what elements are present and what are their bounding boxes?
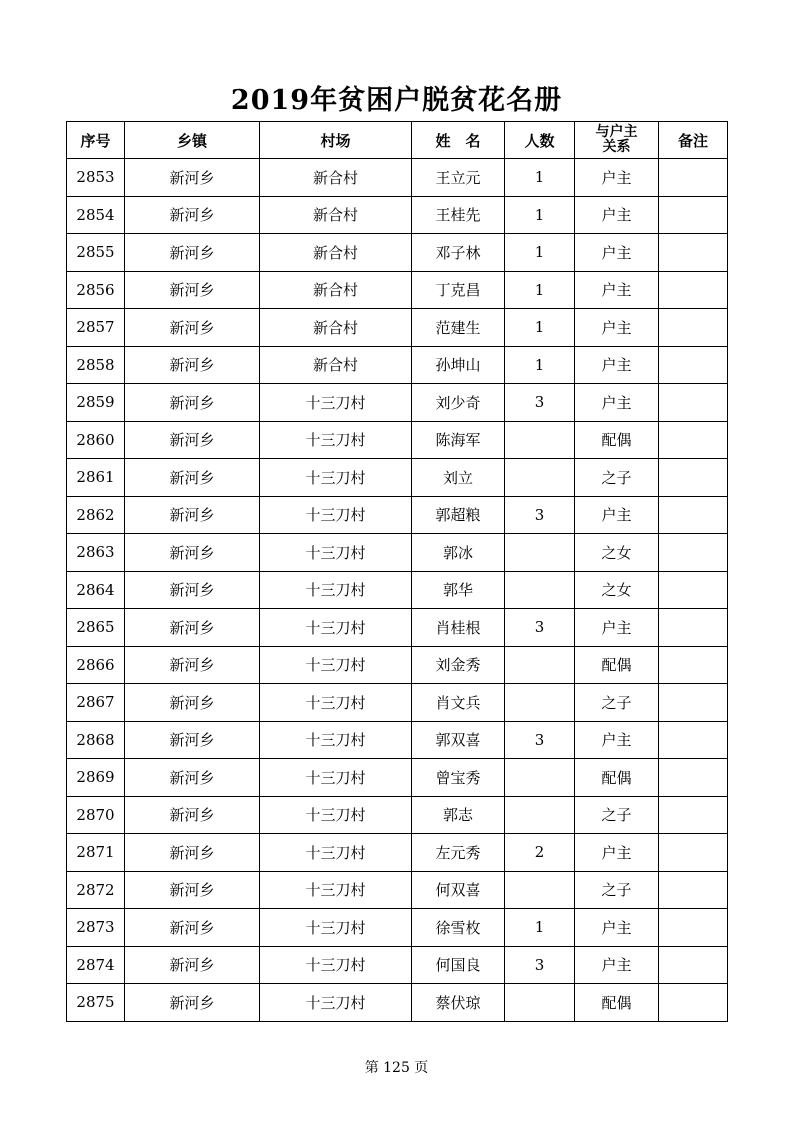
cell-village: 十三刀村 <box>260 684 412 722</box>
header-relation <box>575 122 659 159</box>
cell-remark <box>659 196 728 234</box>
table-row <box>67 984 728 1022</box>
cell-no: 2855 <box>67 234 125 272</box>
cell-remark <box>659 571 728 609</box>
cell-township: 新河乡 <box>125 159 260 197</box>
cell-name: 刘少奇 <box>412 384 505 422</box>
cell-name: 丁克昌 <box>412 271 505 309</box>
cell-count <box>505 984 575 1022</box>
table-row <box>67 759 728 797</box>
table-row <box>67 909 728 947</box>
cell-no: 2862 <box>67 496 125 534</box>
cell-relation: 配偶 <box>575 984 659 1022</box>
cell-township: 新河乡 <box>125 384 260 422</box>
cell-village: 十三刀村 <box>260 796 412 834</box>
cell-no: 2854 <box>67 196 125 234</box>
table-row <box>67 271 728 309</box>
cell-count <box>505 646 575 684</box>
cell-township: 新河乡 <box>125 234 260 272</box>
cell-no: 2868 <box>67 721 125 759</box>
cell-count: 1 <box>505 346 575 384</box>
cell-village: 十三刀村 <box>260 609 412 647</box>
cell-village: 十三刀村 <box>260 459 412 497</box>
cell-township: 新河乡 <box>125 984 260 1022</box>
table-body <box>67 159 728 1022</box>
table-row <box>67 309 728 347</box>
cell-village: 十三刀村 <box>260 909 412 947</box>
table-row <box>67 646 728 684</box>
cell-remark <box>659 271 728 309</box>
cell-name: 何双喜 <box>412 871 505 909</box>
table-row <box>67 234 728 272</box>
cell-no: 2870 <box>67 796 125 834</box>
cell-name: 郭双喜 <box>412 721 505 759</box>
cell-township: 新河乡 <box>125 534 260 572</box>
cell-no: 2858 <box>67 346 125 384</box>
cell-count: 3 <box>505 609 575 647</box>
table-row <box>67 684 728 722</box>
cell-village: 新合村 <box>260 159 412 197</box>
cell-name: 左元秀 <box>412 834 505 872</box>
cell-remark <box>659 496 728 534</box>
header-no: 序号 <box>67 122 125 159</box>
cell-no: 2866 <box>67 646 125 684</box>
table-row <box>67 459 728 497</box>
cell-township: 新河乡 <box>125 271 260 309</box>
cell-remark <box>659 909 728 947</box>
cell-township: 新河乡 <box>125 571 260 609</box>
cell-village: 新合村 <box>260 309 412 347</box>
cell-remark <box>659 459 728 497</box>
cell-relation: 之子 <box>575 459 659 497</box>
header-township: 乡镇 <box>125 122 260 159</box>
cell-remark <box>659 871 728 909</box>
cell-village: 新合村 <box>260 234 412 272</box>
cell-relation: 户主 <box>575 946 659 984</box>
table-row <box>67 421 728 459</box>
cell-township: 新河乡 <box>125 609 260 647</box>
cell-name: 刘金秀 <box>412 646 505 684</box>
cell-no: 2864 <box>67 571 125 609</box>
cell-count: 3 <box>505 384 575 422</box>
cell-township: 新河乡 <box>125 646 260 684</box>
cell-relation: 户主 <box>575 159 659 197</box>
cell-count: 1 <box>505 309 575 347</box>
header-relation-line2: 关系 <box>602 139 631 155</box>
header-row <box>67 122 728 159</box>
cell-township: 新河乡 <box>125 834 260 872</box>
header-remark: 备注 <box>659 122 728 159</box>
table-row <box>67 571 728 609</box>
cell-township: 新河乡 <box>125 421 260 459</box>
cell-name: 范建生 <box>412 309 505 347</box>
cell-relation: 户主 <box>575 271 659 309</box>
cell-relation: 户主 <box>575 234 659 272</box>
cell-count <box>505 871 575 909</box>
cell-relation: 户主 <box>575 721 659 759</box>
table-header <box>67 122 728 159</box>
cell-village: 十三刀村 <box>260 534 412 572</box>
table-row <box>67 196 728 234</box>
cell-relation: 户主 <box>575 609 659 647</box>
cell-name: 王立元 <box>412 159 505 197</box>
table-row <box>67 346 728 384</box>
cell-remark <box>659 834 728 872</box>
cell-name: 何国良 <box>412 946 505 984</box>
cell-count <box>505 421 575 459</box>
cell-name: 曾宝秀 <box>412 759 505 797</box>
cell-village: 十三刀村 <box>260 384 412 422</box>
cell-township: 新河乡 <box>125 309 260 347</box>
cell-township: 新河乡 <box>125 871 260 909</box>
cell-relation: 配偶 <box>575 759 659 797</box>
table-row <box>67 834 728 872</box>
cell-name: 肖桂根 <box>412 609 505 647</box>
cell-no: 2857 <box>67 309 125 347</box>
cell-count <box>505 459 575 497</box>
cell-count: 1 <box>505 909 575 947</box>
cell-remark <box>659 421 728 459</box>
cell-count: 3 <box>505 496 575 534</box>
table-row <box>67 384 728 422</box>
table-row <box>67 796 728 834</box>
cell-name: 孙坤山 <box>412 346 505 384</box>
cell-remark <box>659 309 728 347</box>
cell-village: 十三刀村 <box>260 759 412 797</box>
cell-relation: 之子 <box>575 796 659 834</box>
cell-no: 2875 <box>67 984 125 1022</box>
cell-township: 新河乡 <box>125 196 260 234</box>
cell-relation: 之女 <box>575 534 659 572</box>
cell-township: 新河乡 <box>125 909 260 947</box>
cell-village: 十三刀村 <box>260 984 412 1022</box>
cell-no: 2873 <box>67 909 125 947</box>
cell-count: 1 <box>505 159 575 197</box>
cell-remark <box>659 534 728 572</box>
header-relation-line1: 与户主 <box>595 124 638 140</box>
table-row <box>67 496 728 534</box>
cell-no: 2867 <box>67 684 125 722</box>
cell-village: 十三刀村 <box>260 834 412 872</box>
cell-village: 新合村 <box>260 196 412 234</box>
cell-remark <box>659 234 728 272</box>
cell-name: 郭志 <box>412 796 505 834</box>
cell-name: 肖文兵 <box>412 684 505 722</box>
table-row <box>67 721 728 759</box>
cell-count <box>505 571 575 609</box>
cell-relation: 配偶 <box>575 421 659 459</box>
cell-name: 邓子林 <box>412 234 505 272</box>
cell-township: 新河乡 <box>125 459 260 497</box>
cell-village: 新合村 <box>260 346 412 384</box>
table-row <box>67 946 728 984</box>
cell-no: 2853 <box>67 159 125 197</box>
page-number: 第 125 页 <box>364 1060 429 1076</box>
cell-no: 2872 <box>67 871 125 909</box>
cell-relation: 户主 <box>575 384 659 422</box>
cell-remark <box>659 759 728 797</box>
cell-no: 2869 <box>67 759 125 797</box>
cell-relation: 之女 <box>575 571 659 609</box>
cell-no: 2874 <box>67 946 125 984</box>
cell-township: 新河乡 <box>125 759 260 797</box>
cell-count <box>505 684 575 722</box>
cell-count: 1 <box>505 271 575 309</box>
table-row <box>67 159 728 197</box>
cell-remark <box>659 946 728 984</box>
cell-remark <box>659 684 728 722</box>
table-row <box>67 871 728 909</box>
cell-township: 新河乡 <box>125 346 260 384</box>
cell-relation: 户主 <box>575 834 659 872</box>
cell-remark <box>659 609 728 647</box>
cell-no: 2859 <box>67 384 125 422</box>
cell-village: 十三刀村 <box>260 421 412 459</box>
cell-count: 3 <box>505 946 575 984</box>
cell-relation: 户主 <box>575 346 659 384</box>
header-count: 人数 <box>505 122 575 159</box>
cell-no: 2861 <box>67 459 125 497</box>
cell-count: 1 <box>505 234 575 272</box>
header-village: 村场 <box>260 122 412 159</box>
cell-count: 2 <box>505 834 575 872</box>
table-row <box>67 609 728 647</box>
cell-count <box>505 534 575 572</box>
cell-village: 新合村 <box>260 271 412 309</box>
cell-count <box>505 759 575 797</box>
cell-name: 蔡伏琼 <box>412 984 505 1022</box>
cell-township: 新河乡 <box>125 796 260 834</box>
cell-relation: 之子 <box>575 684 659 722</box>
cell-name: 刘立 <box>412 459 505 497</box>
cell-remark <box>659 346 728 384</box>
cell-township: 新河乡 <box>125 684 260 722</box>
cell-township: 新河乡 <box>125 946 260 984</box>
cell-remark <box>659 796 728 834</box>
cell-relation: 户主 <box>575 196 659 234</box>
cell-relation: 户主 <box>575 496 659 534</box>
cell-village: 十三刀村 <box>260 496 412 534</box>
cell-no: 2860 <box>67 421 125 459</box>
cell-name: 郭华 <box>412 571 505 609</box>
cell-name: 徐雪枚 <box>412 909 505 947</box>
cell-village: 十三刀村 <box>260 871 412 909</box>
cell-no: 2871 <box>67 834 125 872</box>
cell-count: 1 <box>505 196 575 234</box>
cell-relation: 配偶 <box>575 646 659 684</box>
header-name: 姓 名 <box>412 122 505 159</box>
table-row <box>67 534 728 572</box>
cell-relation: 之子 <box>575 871 659 909</box>
cell-village: 十三刀村 <box>260 571 412 609</box>
cell-no: 2856 <box>67 271 125 309</box>
cell-relation: 户主 <box>575 309 659 347</box>
cell-no: 2865 <box>67 609 125 647</box>
cell-village: 十三刀村 <box>260 721 412 759</box>
page-title: 2019年贫困户脱贫花名册 <box>230 85 563 116</box>
cell-township: 新河乡 <box>125 721 260 759</box>
cell-name: 陈海军 <box>412 421 505 459</box>
cell-count <box>505 796 575 834</box>
cell-remark <box>659 721 728 759</box>
cell-remark <box>659 984 728 1022</box>
cell-remark <box>659 159 728 197</box>
cell-township: 新河乡 <box>125 496 260 534</box>
cell-name: 郭冰 <box>412 534 505 572</box>
cell-count: 3 <box>505 721 575 759</box>
cell-remark <box>659 646 728 684</box>
cell-remark <box>659 384 728 422</box>
cell-village: 十三刀村 <box>260 946 412 984</box>
cell-no: 2863 <box>67 534 125 572</box>
cell-name: 郭超粮 <box>412 496 505 534</box>
cell-village: 十三刀村 <box>260 646 412 684</box>
cell-relation: 户主 <box>575 909 659 947</box>
cell-name: 王桂先 <box>412 196 505 234</box>
register-table <box>66 121 728 1022</box>
